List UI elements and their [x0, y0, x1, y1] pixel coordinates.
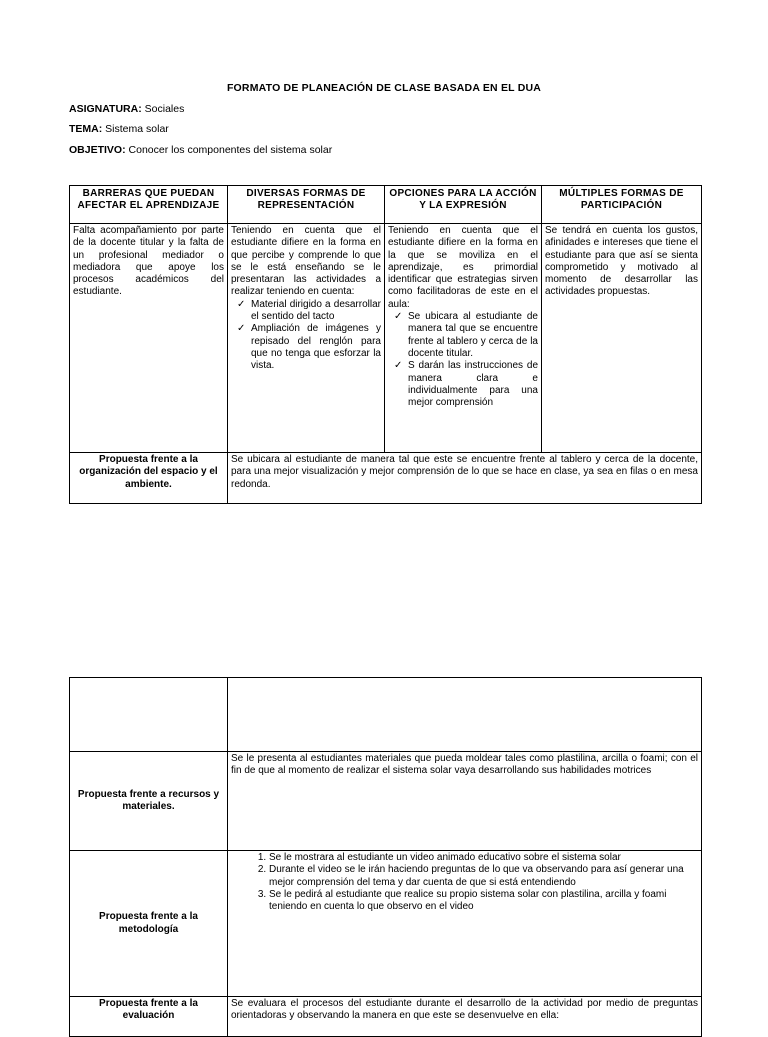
metodologia-label: Propuesta frente a la metodología: [70, 851, 228, 997]
header-representacion: DIVERSAS FORMAS DE REPRESENTACIÓN: [228, 186, 385, 224]
list-item: [394, 311, 538, 360]
objetivo-line: [69, 144, 332, 156]
asignatura-value: Sociales: [144, 103, 185, 115]
header-participacion: MÚLTIPLES FORMAS DE PARTICIPACIÓN: [542, 186, 702, 224]
representacion-intro: Teniendo en cuenta que el estudiante difiere en la forma en que percibe y comprende lo que se le está enseñando se le presentaran las actividades a realizar teniendo en cuenta:: [231, 225, 381, 298]
espacio-label: Propuesta frente a la organización del espacio y el ambiente.: [70, 453, 228, 504]
asignatura-line: [69, 103, 184, 115]
list-item-text: Material dirigido a desarrollar el sentido del tacto: [251, 298, 381, 323]
empty-cell: [70, 678, 228, 752]
metodologia-steps: [231, 852, 698, 913]
check-icon: ✓: [394, 311, 403, 323]
representacion-list: [231, 299, 381, 373]
tema-line: [69, 123, 169, 135]
accion-intro: Teniendo en cuenta que el estudiante difiere en la forma en la que se moviliza en el aprendizaje, es primordial identificar que estrategias sirven como facilitadoras de este en el aula:: [388, 225, 538, 310]
list-item: 3. Se le pedirá al estudiante que realice su propio sistema solar con plastilina, arcilla y foami teniendo en cuenta lo que observo en el video: [269, 889, 698, 914]
evaluacion-value: Se evaluara el procesos del estudiante durante el desarrollo de la actividad por medio de preguntas orientadoras y observando la manera en que este se desenvuelve en ella:: [228, 997, 702, 1037]
empty-row: [70, 678, 702, 752]
metodologia-cell: [228, 851, 702, 997]
list-item: [237, 323, 381, 372]
tema-value: Sistema solar: [105, 123, 169, 135]
list-item: [394, 360, 538, 409]
evaluacion-label: Propuesta frente a la evaluación: [70, 997, 228, 1037]
list-item-text: S darán las instrucciones de manera clara e individualmente para una mejor comprensión: [408, 360, 538, 409]
evaluacion-row: [70, 997, 702, 1037]
list-item: [237, 298, 381, 324]
list-item: 1. Se le mostrara al estudiante un video animado educativo sobre el sistema solar: [269, 852, 698, 864]
asignatura-label: ASIGNATURA:: [69, 103, 142, 115]
accion-list: [388, 311, 538, 409]
objetivo-label: OBJETIVO:: [69, 144, 126, 156]
objetivo-value: Conocer los componentes del sistema solar: [128, 144, 333, 156]
check-icon: ✓: [237, 323, 246, 335]
empty-cell: [228, 678, 702, 752]
list-item-text: Ampliación de imágenes y repisado del renglón para que no tenga que esforzar la vista.: [251, 323, 381, 372]
list-item-text: Se ubicara al estudiante de manera tal que se encuentre frente al tablero y cerca de la docente titular.: [408, 311, 538, 359]
check-icon: ✓: [237, 298, 246, 310]
barreras-cell: Falta acompañamiento por parte de la docente titular y la falta de un profesional mediador o mediadora que apoye los procesos académicos del estudiante.: [70, 224, 228, 453]
tema-label: TEMA:: [69, 123, 103, 135]
espacio-value: Se ubicara al estudiante de manera tal que este se encuentre frente al tablero y cerca de la docente, para una mejor visualización y mejor comprensión de lo que se hace en clase, ya sea en filas o en mesa redonda.: [228, 453, 702, 504]
recursos-label: Propuesta frente a recursos y materiales.: [70, 752, 228, 851]
document-title: FORMATO DE PLANEACIÓN DE CLASE BASADA EN EL DUA: [226, 82, 542, 94]
dua-planning-table: [69, 185, 702, 504]
espacio-row: [70, 453, 702, 504]
table-content-row: [70, 224, 702, 453]
representacion-cell: [228, 224, 385, 453]
table-header-row: [70, 186, 702, 224]
dua-planning-table-continued: [69, 677, 702, 1037]
check-icon: ✓: [394, 360, 403, 372]
recursos-row: [70, 752, 702, 851]
header-accion-expresion: OPCIONES PARA LA ACCIÓN Y LA EXPRESIÓN: [385, 186, 542, 224]
metodologia-row: [70, 851, 702, 997]
header-barreras: BARRERAS QUE PUEDAN AFECTAR EL APRENDIZAJE: [70, 186, 228, 224]
accion-cell: [385, 224, 542, 453]
participacion-cell: Se tendrá en cuenta los gustos, afinidades e intereses que tiene el estudiante para que así se sienta comprometido y motivado al momento de desarrollar las actividades propuestas.: [542, 224, 702, 453]
list-item: 2. Durante el video se le irán haciendo preguntas de lo que va observando para así generar una mejor comprensión del tema y dar cuenta de que si está entendiendo: [269, 864, 698, 889]
recursos-value: Se le presenta al estudiantes materiales que pueda moldear tales como plastilina, arcilla o foami; con el fin de que al momento de realizar el sistema solar vaya desarrollando sus habilidades motrices: [228, 752, 702, 851]
